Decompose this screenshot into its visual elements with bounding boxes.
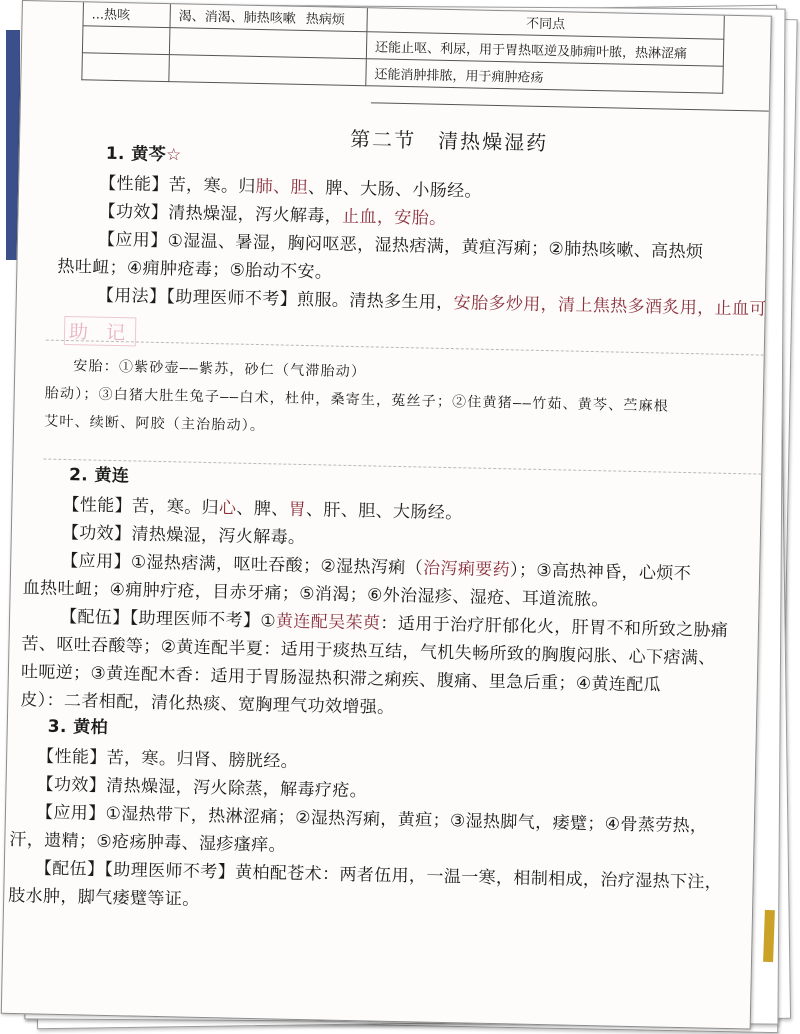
note-line: 艾叶、续断、阿胶（主治胎动）。 [44,413,266,435]
combination-line: 苦、呕吐吞酸等；②黄连配半夏：适用于痰热互结，气机失畅所致的胸腹闷胀、心下痞满、 [21,634,716,669]
property-line: 【性能】苦，寒。归心、脾、胃、肝、胆、大肠经。 [62,494,463,524]
combination-line: 【配伍】【助理医师不考】黄柏配苍术：两者伍用，一温一寒，相制相成，治疗湿热下注， [34,858,723,893]
herb-heading-huangqin: 1. 黄芩☆ [105,143,182,166]
document-page [1,0,772,1029]
note-line: 安胎：①紫砂壶——紫苏，砂仁（气滞胎动） [73,358,367,381]
table-cell: 还能消肿排脓，用于痈肿疮疡 [366,59,723,93]
table-cell: 渴、消渴、肺热咳嗽 热病烦 [170,1,368,32]
memory-aid-note [43,340,763,475]
table-cell: ...热咳 [83,0,171,28]
divider [371,102,769,111]
book-cover-edge-yellow [763,910,775,962]
note-line: 胎动）；③白猪大肚生兔子——白术，杜仲，桑寄生，菟丝子；②住黄猪——竹茹、黄芩、苎麻根 [44,385,670,415]
table-cell: 还能止呕、利尿，用于胃热呕逆及肺痈叶脓，热淋涩痛 [366,32,723,66]
usage-line: 【应用】①湿温、暑湿，胸闷呕恶，湿热痞满，黄疸泻痢；②肺热咳嗽、高热烦 [97,229,704,263]
combination-line: 吐呃逆；③黄连配木香：适用于胃肠湿热积滞之痢疾、腹痛、里急后重；④黄连配瓜 [20,662,662,696]
herb-heading-huangbai: 3. 黄柏 [47,716,109,738]
combination-line: 皮）：二者相配，清化热痰、宽胸理气功效增强。 [20,690,395,718]
effect-line: 【功效】清热燥湿，泻火解毒。 [61,522,306,549]
property-line: 【性能】苦，寒。归肾、膀胱经。 [36,746,299,772]
usage-line: 【应用】①湿热痞满，呕吐吞酸；②湿热泻痢（治泻痢要药）；③高热神昏，心烦不 [61,550,692,585]
property-line: 【性能】苦，寒。归肺、胆、脾、大肠、小肠经。 [98,173,483,202]
combination-line: 【配伍】【助理医师不考】①黄连配吴茱萸：适用于治疗肝郁化火，肝胃不和所致之胁痛 [59,606,729,641]
comparison-table [81,0,725,94]
usage-line: 汗，遗精；⑤疮疡肿毒、湿疹瘙痒。 [9,829,287,856]
usage-line: 血热吐衄；④痈肿疔疮，目赤牙痛；⑤消渴；⑥外治湿疹、湿疮、耳道流脓。 [22,578,610,611]
usage-line: 热吐衄；④痈肿疮毒；⑤胎动不安。 [57,256,333,283]
table-cell: 不同点 [367,5,724,39]
effect-line: 【功效】清热燥湿，泻火除蒸，解毒疗疮。 [36,774,368,802]
memory-aid-stamp: 助 记 [64,316,137,347]
usage-line: 【应用】①湿热带下，热淋涩痛；②湿热泻痢，黄疸；③湿热脚气，痿躄；④骨蒸劳热， [35,802,708,837]
effect-line: 【功效】清热燥湿，泻火解毒，止血，安胎。 [98,201,447,229]
herb-heading-huanglian: 2. 黄连 [68,465,130,487]
section-title: 第二节 清热燥湿药 [349,126,549,156]
combination-line: 肢水肿，脚气痿躄等证。 [8,885,200,910]
star-icon: ☆ [165,145,182,166]
method-line: 【用法】【助理医师不考】煎服。清热多生用，安胎多炒用，清上焦热多酒炙用，止血可 [96,285,767,320]
